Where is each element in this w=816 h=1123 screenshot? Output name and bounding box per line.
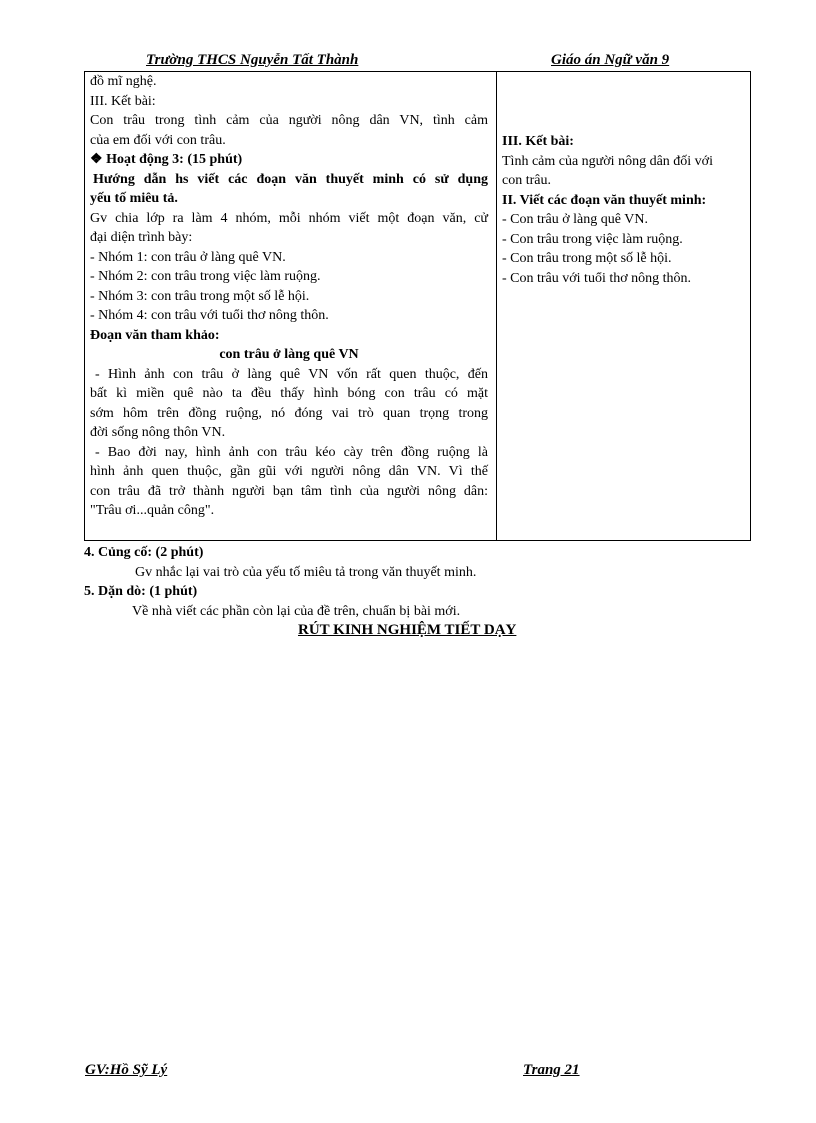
text-line: đại diện trình bày: [90,230,193,245]
paragraph-line: sớm hôm trên đồng ruộng, nó đóng vai trò quan trọng trong [90,405,488,421]
paragraph-line: con trâu đã trở thành người bạn tâm tình của người nông dân: [90,483,488,499]
teacher-activity-column [90,72,488,521]
text-line: Gv chia lớp ra làm 4 nhóm, mỗi nhóm viết một đoạn văn, cử [90,210,488,226]
guide-line: yếu tố miêu tả. [90,191,178,206]
reference-heading: Đoạn văn tham khảo: [90,327,220,343]
text-line: con trâu. [502,173,551,188]
column-divider [496,72,497,540]
school-name: Trường THCS Nguyễn Tất Thành [146,52,359,68]
diamond-bullet-icon: ❖ [90,152,103,167]
homework-heading: 5. Dặn dò: (1 phút) [84,584,198,599]
paragraph-line: hình ảnh quen thuộc, gần gũi với người nông dân VN. Vì thế [90,464,488,479]
homework-text: Về nhà viết các phần còn lại của đề trên, chuẩn bị bài mới. [132,603,461,619]
paragraph-line: - Bao đời nay, hình ảnh con trâu kéo cày trên đồng ruộng là [95,444,488,460]
teacher-name: GV:Hồ Sỹ Lý [85,1062,168,1078]
activity-heading [90,150,488,170]
paragraph-line: đời sống nông thôn VN. [90,425,226,440]
guide-line: Hướng dẫn hs viết các đoạn văn thuyết minh có sử dụng [93,171,488,187]
closing-sections [84,543,751,621]
lesson-reflection-heading: RÚT KINH NGHIỆM TIẾT DẠY [298,622,517,638]
list-item: - Con trâu trong một số lễ hội. [502,251,672,266]
paragraph-line: bất kì miền quê nào ta đều thấy hình bóng con trâu có mặt [90,386,488,401]
section-heading: II. Viết các đoạn văn thuyết minh: [502,192,707,208]
list-item: - Nhóm 4: con trâu với tuổi thơ nông thôn. [90,308,329,323]
text-line: của em đối với con trâu. [90,132,226,148]
text-line: Tình cảm của người nông dân đối với [502,153,713,169]
lesson-table [84,71,751,541]
list-item: - Nhóm 1: con trâu ở làng quê VN. [90,249,286,265]
list-item: - Nhóm 3: con trâu trong một số lễ hội. [90,288,310,304]
reference-subtitle: con trâu ở làng quê VN [219,347,359,362]
list-item: - Nhóm 2: con trâu trong việc làm ruộng. [90,269,321,284]
consolidation-text: Gv nhắc lại vai trò của yếu tố miêu tả trong văn thuyết minh. [135,564,477,580]
paragraph-line: - Hình ảnh con trâu ở làng quê VN vốn rất quen thuộc, đến [95,366,488,382]
paragraph-line: "Trâu ơi...quản công". [90,503,215,518]
list-item: - Con trâu trong việc làm ruộng. [502,231,683,247]
consolidation-heading: 4. Củng cố: (2 phút) [84,545,204,560]
activity-label: Hoạt động 3: (15 phút) [106,152,243,167]
conclusion-heading: III. Kết bài: [502,134,574,149]
content-column [502,132,742,288]
page-number: Trang 21 [523,1062,580,1078]
text-line: Con trâu trong tình cảm của người nông dân VN, tình cảm [90,113,488,128]
list-item: - Con trâu với tuổi thơ nông thôn. [502,270,692,286]
conclusion-heading: III. Kết bài: [90,93,156,109]
subject-title: Giáo án Ngữ văn 9 [551,52,670,68]
list-item: - Con trâu ở làng quê VN. [502,212,648,227]
text-line: đồ mĩ nghệ. [90,74,157,89]
